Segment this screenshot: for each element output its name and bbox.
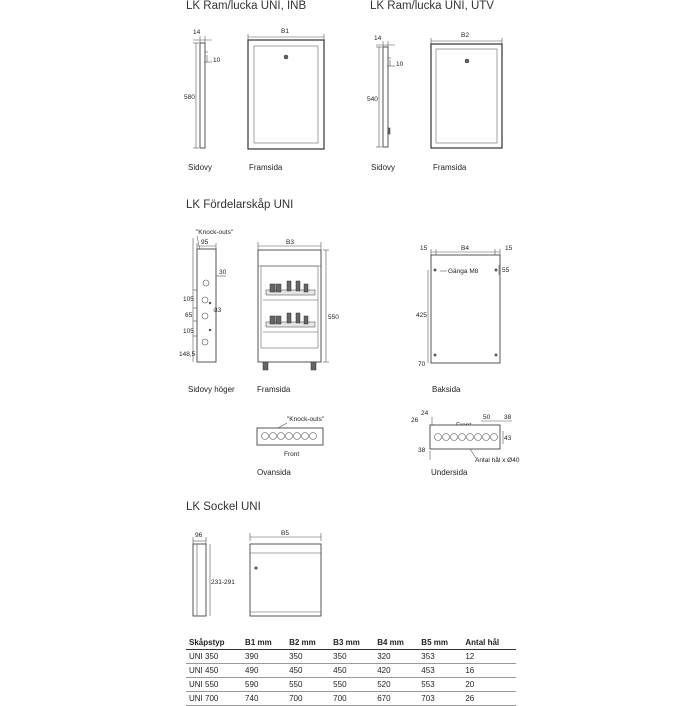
inb-front-view [248,28,324,172]
cabinet-bottom-38b-dim: 38 [418,447,426,454]
cabinet-bottom-26-dim: 26 [411,417,419,424]
cabinet-bottom-24-dim: 24 [421,410,429,417]
inb-side-height-dim: 580 [184,94,195,101]
table-cell: 450 [330,664,374,678]
table-cell: 26 [462,692,516,706]
inb-front-width-dim: B1 [281,28,289,35]
utv-side-label: Sidovy [371,163,396,172]
table-cell: 700 [330,692,374,706]
header-cell: B3 mm [330,636,374,650]
table-cell: 453 [418,664,462,678]
dimensions-table [186,636,516,706]
table-cell: 12 [462,650,516,664]
table-row [186,678,516,692]
table-cell: UNI 700 [186,692,242,706]
table-row [186,692,516,706]
table-cell: 320 [374,650,418,664]
cabinet-back-425-dim: 425 [416,312,427,319]
cabinet-front-height-dim: 550 [328,314,339,321]
table-cell: 390 [242,650,286,664]
cabinet-side-label: Sidovy höger [188,385,235,394]
inb-side-view [184,29,221,172]
cabinet-back-right-dim: 15 [505,245,513,252]
utv-side-offset-dim: 10 [396,61,404,68]
table-cell: 590 [242,678,286,692]
cabinet-back-thread-label: Gänga M8 [448,268,479,275]
cabinet-bottom-38a-dim: 38 [504,414,512,421]
cabinet-top-front-label: Front [284,451,300,458]
cabinet-front-view [257,239,339,394]
table-cell: 703 [418,692,462,706]
cabinet-back-width-dim: B4 [461,245,469,252]
table-cell: 553 [418,678,462,692]
section-title-cabinet: LK Fördelarskåp UNI [186,199,294,211]
cabinet-back-55-dim: 55 [502,267,510,274]
cabinet-side-depth-dim: 95 [201,239,209,246]
cabinet-top-label: Ovansida [257,468,291,477]
table-cell: 490 [242,664,286,678]
utv-side-view [367,35,404,172]
table-row [186,650,516,664]
header-cell: Skåpstyp [186,636,242,650]
utv-side-height-dim: 540 [367,96,378,103]
cabinet-bottom-view [411,410,520,477]
table-cell: 350 [286,650,330,664]
header-cell: Antal hål [462,636,516,650]
base-depth-dim: 96 [195,532,203,539]
utv-side-depth-dim: 14 [374,35,382,42]
base-side-view [193,532,235,616]
cabinet-back-left-dim: 15 [420,245,428,252]
table-cell: 350 [330,650,374,664]
base-height-dim: 231-291 [211,579,235,586]
table-cell: 20 [462,678,516,692]
table-cell: 700 [286,692,330,706]
inb-side-depth-dim: 14 [193,29,201,36]
utv-front-view [431,32,502,172]
table-cell: 550 [286,678,330,692]
cabinet-side-top-dim: 30 [219,269,227,276]
cabinet-bottom-holes-note: Antal hål x Ø40 [475,457,520,464]
cabinet-bottom-label: Undersida [431,468,468,477]
table-cell: UNI 450 [186,664,242,678]
cabinet-side-148-dim: 148,5 [179,351,196,358]
cabinet-side-view [179,229,235,394]
cabinet-side-105b-dim: 105 [183,328,194,335]
table-cell: 740 [242,692,286,706]
cabinet-front-width-dim: B3 [286,239,294,246]
cabinet-side-65-dim: 65 [185,312,193,319]
table-cell: 520 [374,678,418,692]
table-header-row [186,636,516,650]
header-cell: B2 mm [286,636,330,650]
base-front-view [250,530,321,616]
table-cell: UNI 550 [186,678,242,692]
cabinet-back-70-dim: 70 [418,361,426,368]
header-cell: B4 mm [374,636,418,650]
table-cell: 550 [330,678,374,692]
section-title-base: LK Sockel UNI [186,501,261,513]
cabinet-top-knockouts-label: "Knock-outs" [287,416,325,423]
table-row [186,664,516,678]
cabinet-side-33-dim: 33 [214,307,222,314]
header-cell: B5 mm [418,636,462,650]
cabinet-bottom-43-dim: 43 [504,435,512,442]
cabinet-bottom-50-dim: 50 [483,414,491,421]
inb-side-label: Sidovy [188,163,213,172]
table-cell: UNI 350 [186,650,242,664]
inb-side-offset-dim: 10 [213,57,221,64]
cabinet-side-knockouts-label: "Knock-outs" [196,229,234,236]
cabinet-back-view [416,245,513,394]
base-width-dim: B5 [281,530,289,537]
table-cell: 16 [462,664,516,678]
table-cell: 670 [374,692,418,706]
cabinet-side-105a-dim: 105 [183,296,194,303]
utv-front-width-dim: B2 [461,32,469,39]
utv-front-label: Framsida [433,163,467,172]
inb-front-label: Framsida [249,163,283,172]
table-cell: 353 [418,650,462,664]
table-cell: 420 [374,664,418,678]
cabinet-front-label: Framsida [257,385,291,394]
table-cell: 450 [286,664,330,678]
header-cell: B1 mm [242,636,286,650]
section-title-inb: LK Ram/lucka UNI, INB [186,0,307,12]
section-title-utv: LK Ram/lucka UNI, UTV [370,0,494,12]
cabinet-back-label: Baksida [432,385,461,394]
cabinet-top-view [257,416,325,477]
